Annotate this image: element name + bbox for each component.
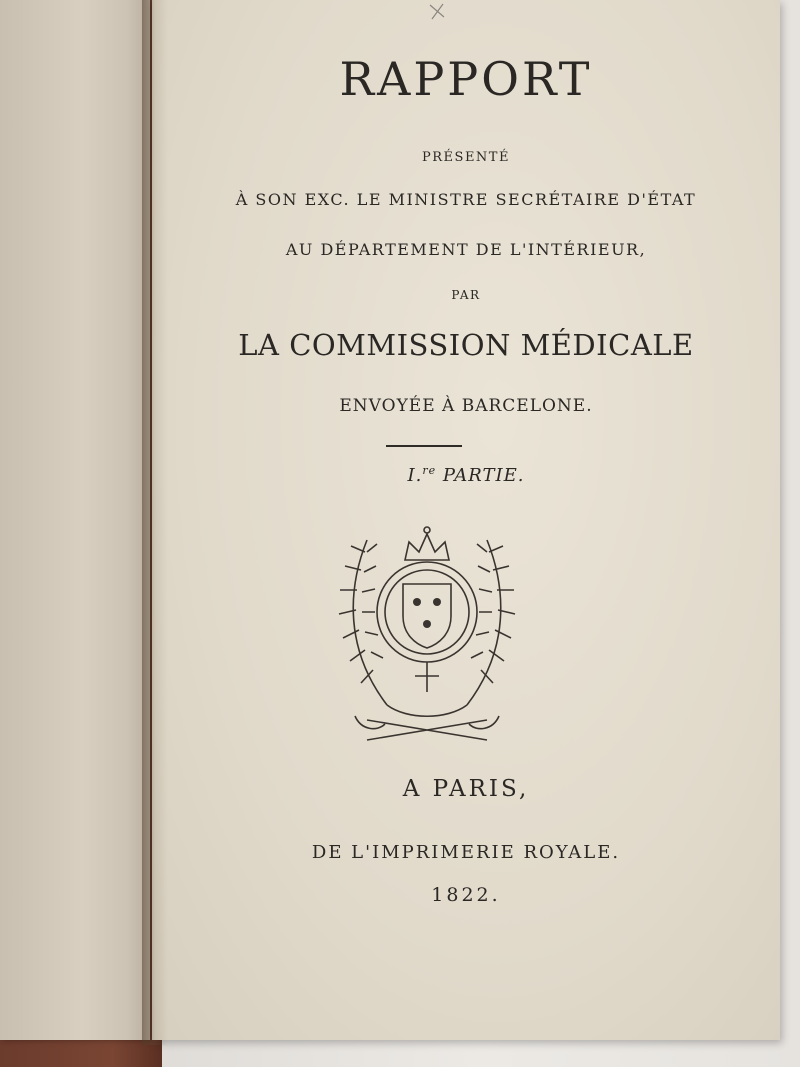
royal-arms-emblem-icon [307,520,547,752]
part-label [152,464,780,486]
book-gutter-shadow [142,0,168,1045]
left-page [0,0,150,1040]
imprint-year: 1822. [431,884,501,906]
main-title: RAPPORT [339,52,593,106]
imprint-printer: DE L'IMPRIMERIE ROYALE. [311,842,621,863]
by-line: PAR [451,288,481,302]
title-page [152,0,780,1040]
addressee-line-1: À SON EXC. LE MINISTRE SECRÉTAIRE D'ÉTAT [235,190,697,209]
title-divider [386,445,462,447]
sent-to-line: ENVOYÉE À BARCELONE. [339,396,593,416]
part-prefix: I. [407,465,423,486]
commission-title: LA COMMISSION MÉDICALE [238,328,694,362]
pencil-mark-icon [427,2,447,22]
presented-line: PRÉSENTÉ [422,150,510,165]
part-word: PARTIE. [442,465,525,486]
addressee-line-2: AU DÉPARTEMENT DE L'INTÉRIEUR, [285,240,647,259]
imprint-city: A PARIS, [402,776,530,802]
part-superscript: re [422,464,437,477]
